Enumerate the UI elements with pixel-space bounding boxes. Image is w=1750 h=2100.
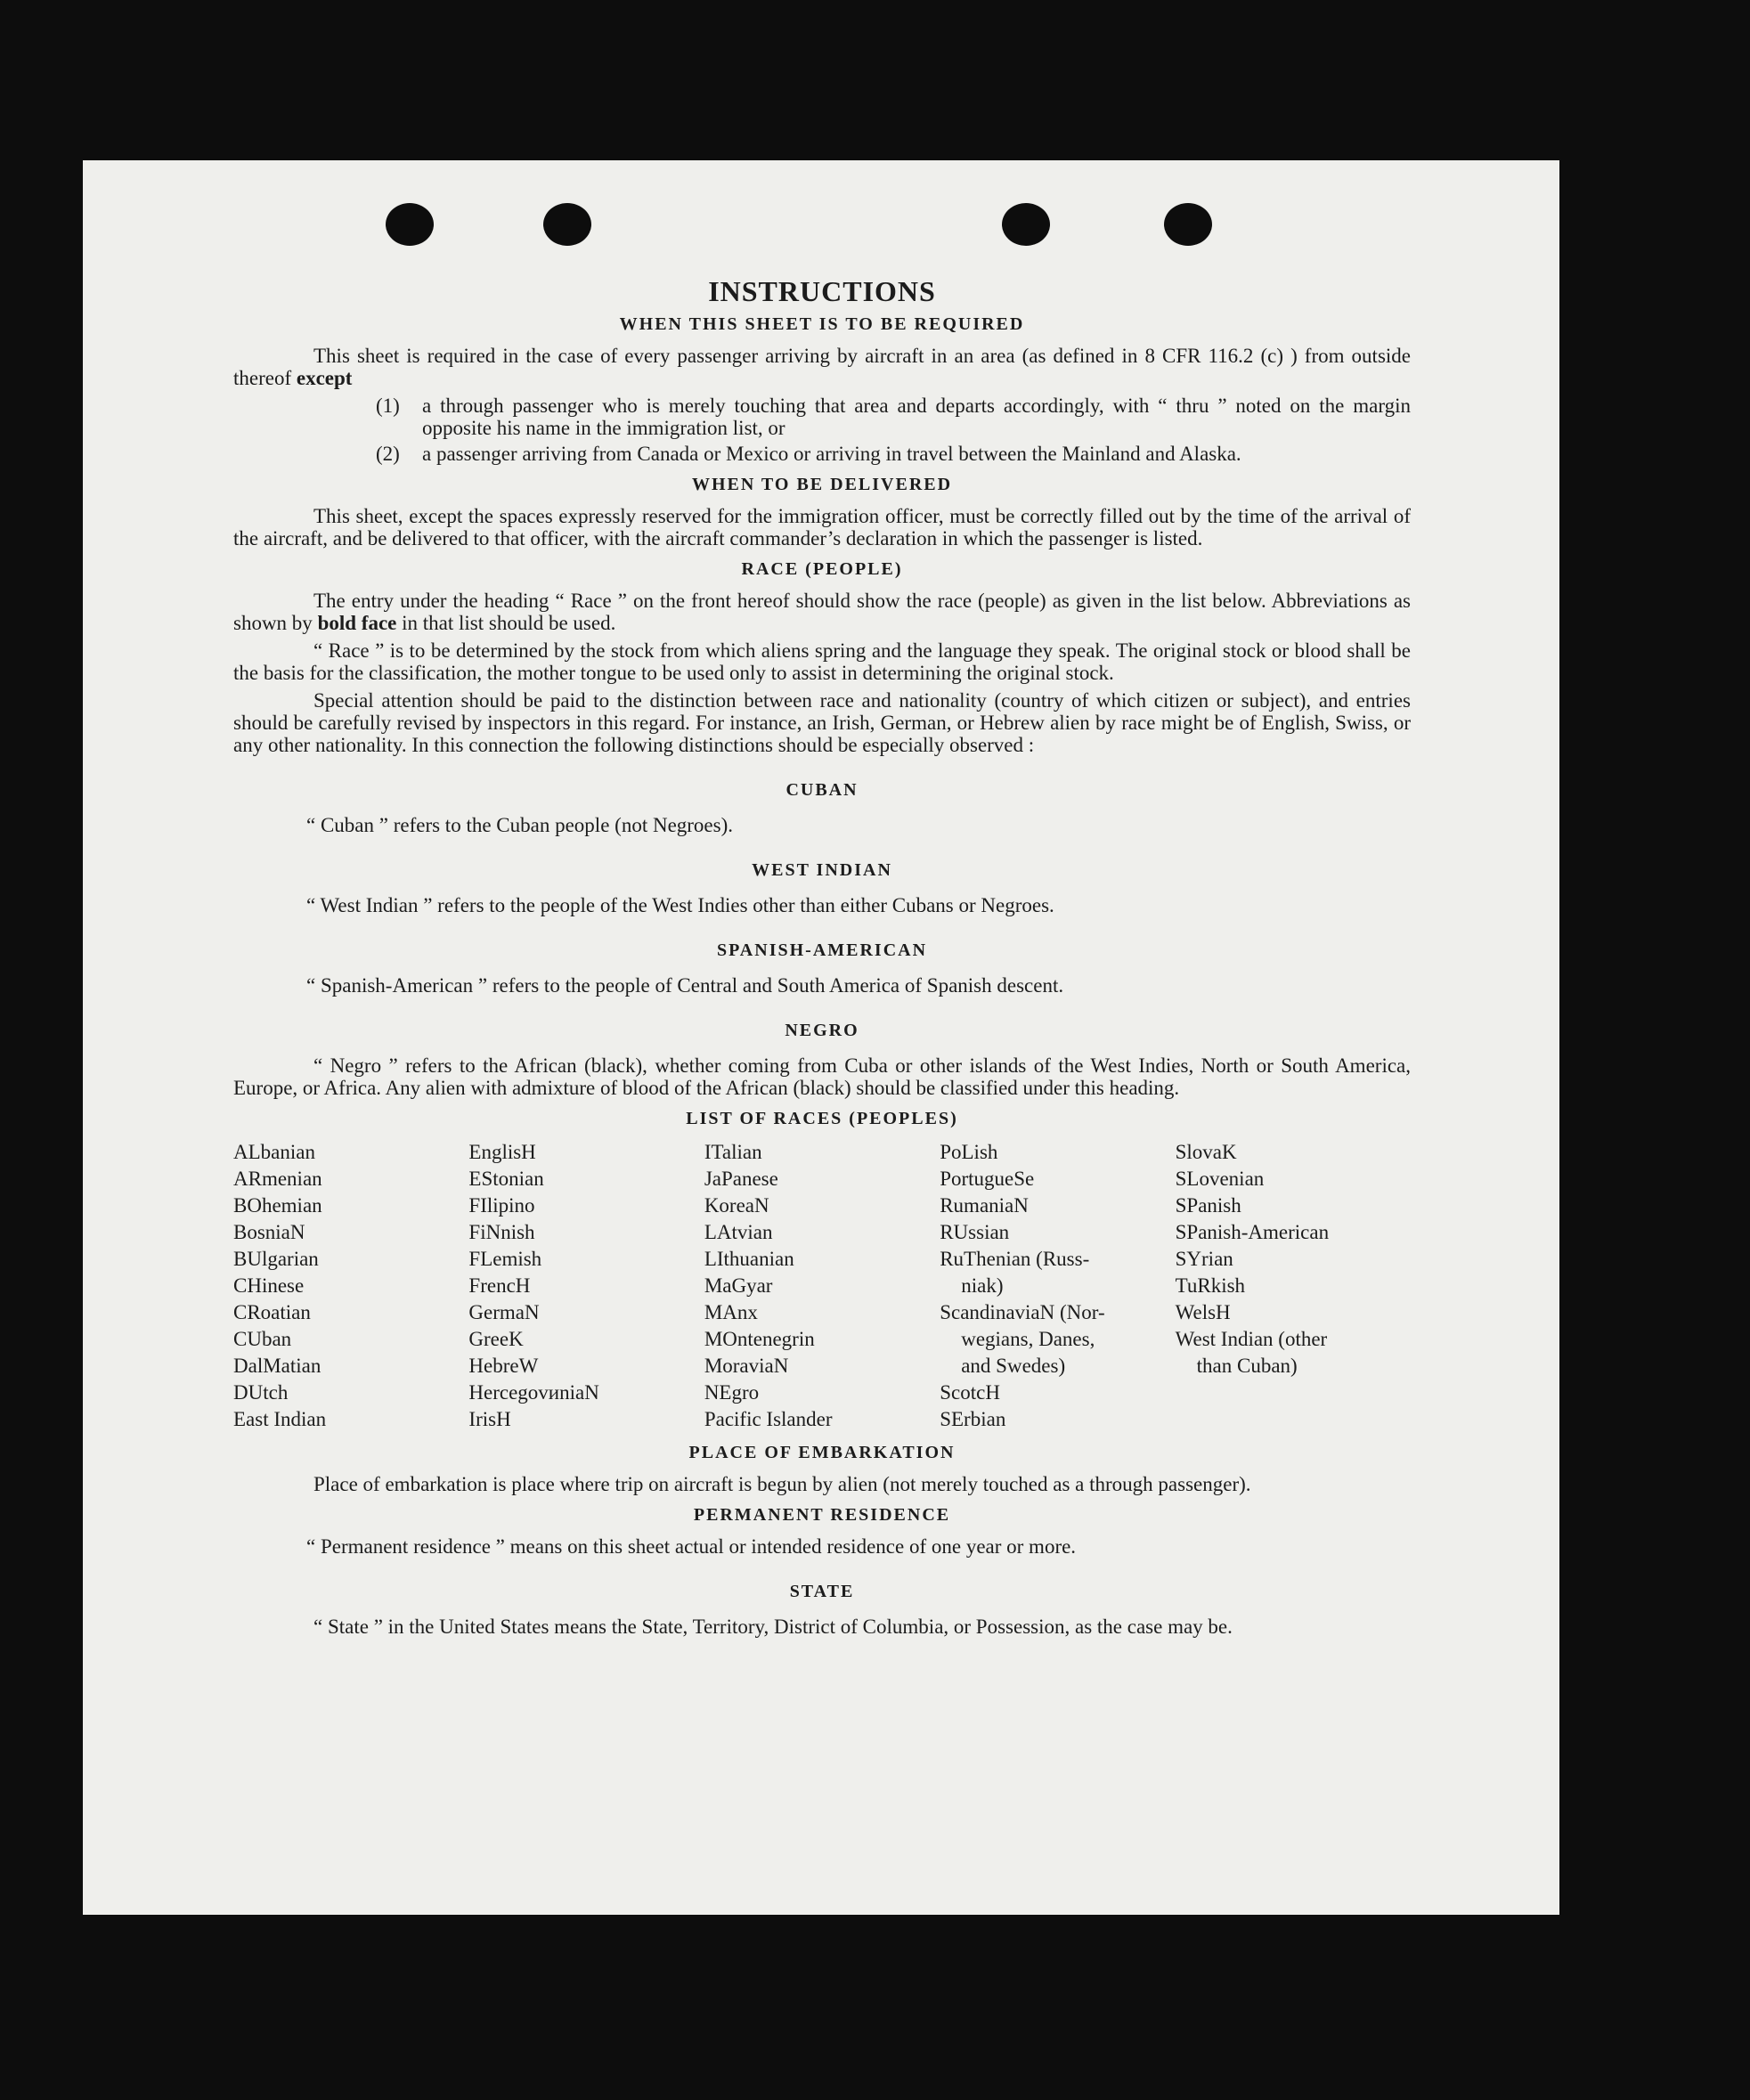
page-title: INSTRUCTIONS: [708, 275, 936, 307]
residence-text: “ Permanent residence ” means on this sheet actual or intended residence of one year or more.: [306, 1535, 1077, 1558]
race-entry: PortugueSe: [940, 1168, 1035, 1190]
race-entry: RumaniaN: [940, 1194, 1029, 1217]
races-column: [704, 1139, 940, 1433]
race-entry: CHinese: [233, 1274, 305, 1297]
race-entry: ARmenian: [233, 1168, 322, 1190]
race-entry: LIthuanian: [704, 1248, 794, 1270]
heading-cuban: CUBAN: [785, 780, 859, 800]
race-entry: HebreW: [468, 1355, 539, 1377]
race-entry: East Indian: [233, 1408, 327, 1430]
race-entry: IrisH: [468, 1408, 511, 1430]
west-indian-text: “ West Indian ” refers to the people of the West Indies other than either Cubans or Negroes.: [306, 894, 1054, 916]
state-text: “ State ” in the United States means the State, Territory, District of Columbia, or Possession, as the case may be.: [313, 1616, 1233, 1638]
race-entry: HercegovиniaN: [468, 1381, 599, 1404]
heading-when-required: WHEN THIS SHEET IS TO BE REQUIRED: [619, 314, 1025, 334]
race-entry: FLemish: [468, 1248, 542, 1270]
race-entry: RuThenian (Russ-: [940, 1248, 1090, 1270]
punch-hole: [386, 203, 434, 246]
heading-west-indian: WEST INDIAN: [752, 860, 892, 880]
heading-spanish-american: SPANISH-AMERICAN: [716, 940, 928, 960]
race-entry: MaGyar: [704, 1274, 773, 1297]
spanish-american-text: “ Spanish-American ” refers to the people of Central and South America of Spanish descent.: [306, 974, 1064, 997]
punch-hole: [1002, 203, 1050, 246]
race-entry-continuation: niak): [961, 1274, 1004, 1297]
race-entry: CUban: [233, 1328, 292, 1350]
race-entry: JaPanese: [704, 1168, 778, 1190]
race-entry: BUlgarian: [233, 1248, 319, 1270]
race-entry: TuRkish: [1175, 1274, 1246, 1297]
race-entry: FIlipino: [468, 1194, 535, 1217]
race-paragraph-1: The entry under the heading “ Race ” on the front hereof should show the race (people) as given in the list below. Abbreviations as shown by bold face in that list should be used.: [233, 590, 1411, 634]
heading-race: RACE (PEOPLE): [741, 559, 903, 579]
race-entry: PoLish: [940, 1141, 998, 1163]
race-entry: SPanish: [1175, 1194, 1241, 1217]
cuban-text: “ Cuban ” refers to the Cuban people (not Negroes).: [306, 814, 734, 836]
heading-state: STATE: [789, 1582, 855, 1601]
race-entry: SlovaK: [1175, 1141, 1237, 1163]
race-entry: MAnx: [704, 1301, 758, 1323]
race-entry: FiNnish: [468, 1221, 535, 1243]
heading-when-delivered: WHEN TO BE DELIVERED: [691, 475, 953, 494]
heading-list-of-races: LIST OF RACES (PEOPLES): [686, 1109, 958, 1128]
race-entry: SErbian: [940, 1408, 1006, 1430]
punch-hole: [1164, 203, 1212, 246]
race-entry: EnglisH: [468, 1141, 536, 1163]
race-entry: DUtch: [233, 1381, 289, 1404]
race-entry: DalMatian: [233, 1355, 322, 1377]
when-required-intro: This sheet is required in the case of every passenger arriving by aircraft in an area (as defined in 8 CFR 116.2 (c) ) from outside thereof except: [233, 345, 1411, 389]
race-entry-continuation: wegians, Danes,: [961, 1328, 1095, 1350]
race-entry: BosniaN: [233, 1221, 305, 1243]
race-entry: RUssian: [940, 1221, 1010, 1243]
races-list: [233, 1139, 1411, 1433]
negro-text: “ Negro ” refers to the African (black), whether coming from Cuba or other islands of the West Indies, North or South America, Europe, or Africa. Any alien with admixture of blood of the African (black) should be classified under this heading.: [233, 1054, 1411, 1099]
race-entry: SYrian: [1175, 1248, 1233, 1270]
exception-item: (1) a through passenger who is merely touching that area and departs accordingly, with “ thru ” noted on the margin opposite his name in the immigration list, or: [376, 395, 1411, 439]
race-entry-continuation: than Cuban): [1196, 1355, 1298, 1377]
race-entry: Pacific Islander: [704, 1408, 833, 1430]
race-entry: EStonian: [468, 1168, 544, 1190]
race-entry: FrencH: [468, 1274, 531, 1297]
punch-hole: [543, 203, 591, 246]
race-entry: SLovenian: [1175, 1168, 1265, 1190]
race-entry: ScotcH: [940, 1381, 1000, 1404]
race-entry: GermaN: [468, 1301, 540, 1323]
race-paragraph-3: Special attention should be paid to the distinction between race and nationality (country of which citizen or subject), and entries should be carefully revised by inspectors in this regard. For instance, an Irish, German, or Hebrew alien by race might be of English, Swiss, or any other nationality. In this connection the following distinctions should be especially observed :: [233, 689, 1411, 756]
race-entry: CRoatian: [233, 1301, 311, 1323]
race-entry: KoreaN: [704, 1194, 769, 1217]
race-entry-continuation: and Swedes): [961, 1355, 1066, 1377]
heading-negro: NEGRO: [785, 1021, 859, 1040]
race-entry: MoraviaN: [704, 1355, 789, 1377]
race-entry: ScandinaviaN (Nor-: [940, 1301, 1105, 1323]
when-delivered-text: This sheet, except the spaces expressly reserved for the immigration officer, must be correctly filled out by the time of the arrival of the aircraft, and be delivered to that officer, with the aircraft commander’s declaration in which the passenger is listed.: [233, 505, 1411, 549]
race-entry: ITalian: [704, 1141, 762, 1163]
race-entry: NEgro: [704, 1381, 760, 1404]
race-entry: West Indian (other: [1175, 1328, 1328, 1350]
races-column: [233, 1139, 468, 1433]
races-column: [1176, 1139, 1411, 1433]
races-column: [468, 1139, 704, 1433]
race-entry: ALbanian: [233, 1141, 315, 1163]
race-entry: SPanish-American: [1175, 1221, 1330, 1243]
heading-embarkation: PLACE OF EMBARKATION: [688, 1443, 956, 1462]
races-column: [940, 1139, 1175, 1433]
race-entry: BOhemian: [233, 1194, 322, 1217]
heading-permanent-residence: PERMANENT RESIDENCE: [693, 1505, 951, 1525]
embarkation-text: Place of embarkation is place where trip on aircraft is begun by alien (not merely touched as a through passenger).: [313, 1473, 1251, 1495]
instructions-content: [233, 275, 1411, 1643]
race-entry: MOntenegrin: [704, 1328, 815, 1350]
race-entry: LAtvian: [704, 1221, 773, 1243]
race-entry: WelsH: [1175, 1301, 1231, 1323]
race-entry: GreeK: [468, 1328, 524, 1350]
race-paragraph-2: “ Race ” is to be determined by the stock from which aliens spring and the language they speak. The original stock or blood shall be the basis for the classification, the mother tongue to be used only to assist in determining the original stock.: [233, 639, 1411, 684]
exception-item: (2) a passenger arriving from Canada or Mexico or arriving in travel between the Mainland and Alaska.: [376, 443, 1241, 465]
